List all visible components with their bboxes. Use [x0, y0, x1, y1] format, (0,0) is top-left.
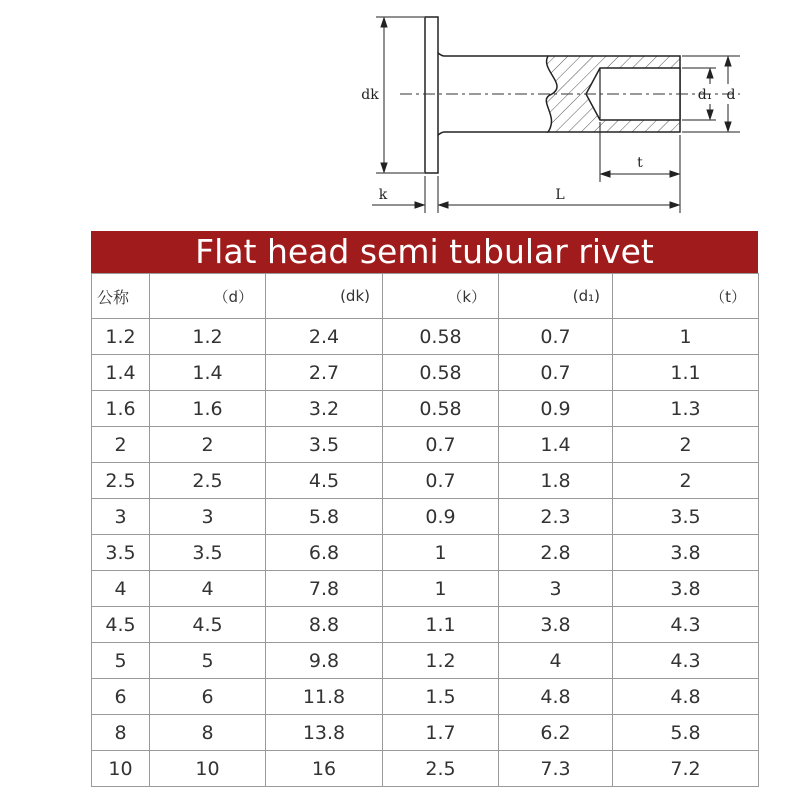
cell-nominal: 10 — [92, 751, 150, 787]
cell-k: 0.58 — [383, 391, 499, 427]
cell-dk: 3.5 — [266, 427, 383, 463]
table-row — [92, 319, 759, 355]
table-row — [92, 607, 759, 643]
cell-k: 1 — [383, 571, 499, 607]
cell-nominal: 1.4 — [92, 355, 150, 391]
cell-d1: 2.3 — [499, 499, 613, 535]
cell-k: 1.7 — [383, 715, 499, 751]
cell-d: 2.5 — [150, 463, 266, 499]
cell-t: 4.8 — [613, 679, 759, 715]
table-row — [92, 355, 759, 391]
table-row — [92, 679, 759, 715]
rivet-spec-table — [91, 273, 759, 787]
d1-label: d₁ — [697, 87, 713, 103]
cell-t: 3.5 — [613, 499, 759, 535]
cell-t: 1.1 — [613, 355, 759, 391]
table-row — [92, 535, 759, 571]
cell-k: 0.7 — [383, 427, 499, 463]
cell-nominal: 8 — [92, 715, 150, 751]
cell-k: 2.5 — [383, 751, 499, 787]
table-row — [92, 715, 759, 751]
cell-d1: 1.4 — [499, 427, 613, 463]
table-title: Flat head semi tubular rivet — [91, 231, 758, 273]
cell-d: 2 — [150, 427, 266, 463]
cell-dk: 3.2 — [266, 391, 383, 427]
cell-nominal: 6 — [92, 679, 150, 715]
cell-d: 1.2 — [150, 319, 266, 355]
cell-dk: 5.8 — [266, 499, 383, 535]
cell-d1: 1.8 — [499, 463, 613, 499]
cell-d: 10 — [150, 751, 266, 787]
cell-d: 1.6 — [150, 391, 266, 427]
cell-d1: 2.8 — [499, 535, 613, 571]
cell-d1: 4.8 — [499, 679, 613, 715]
cell-d1: 0.7 — [499, 355, 613, 391]
cell-d: 1.4 — [150, 355, 266, 391]
header-d1: (d₁) — [499, 274, 613, 319]
dk-label: dk — [361, 87, 379, 103]
cell-nominal: 5 — [92, 643, 150, 679]
cell-t: 3.8 — [613, 535, 759, 571]
header-row — [92, 274, 759, 319]
L-label: L — [555, 187, 565, 203]
cell-k: 1.5 — [383, 679, 499, 715]
cell-k: 1.1 — [383, 607, 499, 643]
header-nominal: 公称 — [92, 274, 150, 319]
cell-d: 5 — [150, 643, 266, 679]
table-row — [92, 499, 759, 535]
cell-d1: 6.2 — [499, 715, 613, 751]
table-row — [92, 571, 759, 607]
cell-nominal: 1.2 — [92, 319, 150, 355]
cell-t: 4.3 — [613, 607, 759, 643]
cell-dk: 16 — [266, 751, 383, 787]
cell-dk: 13.8 — [266, 715, 383, 751]
table-row — [92, 391, 759, 427]
cell-dk: 4.5 — [266, 463, 383, 499]
cell-dk: 7.8 — [266, 571, 383, 607]
cell-k: 0.7 — [383, 463, 499, 499]
cell-t: 7.2 — [613, 751, 759, 787]
cell-t: 3.8 — [613, 571, 759, 607]
cell-nominal: 2 — [92, 427, 150, 463]
rivet-outline — [425, 17, 548, 173]
cell-dk: 6.8 — [266, 535, 383, 571]
table-row — [92, 643, 759, 679]
cell-d: 3 — [150, 499, 266, 535]
cell-nominal: 1.6 — [92, 391, 150, 427]
cell-nominal: 4.5 — [92, 607, 150, 643]
cell-k: 1.2 — [383, 643, 499, 679]
cell-d1: 0.9 — [499, 391, 613, 427]
rivet-technical-drawing — [0, 0, 800, 225]
dk-dimension — [376, 17, 424, 173]
header-d: （d） — [150, 274, 266, 319]
cell-nominal: 3 — [92, 499, 150, 535]
cell-dk: 2.7 — [266, 355, 383, 391]
cell-d: 8 — [150, 715, 266, 751]
cell-dk: 8.8 — [266, 607, 383, 643]
t-label: t — [637, 155, 643, 171]
cell-t: 5.8 — [613, 715, 759, 751]
d-label: d — [726, 87, 736, 103]
cell-k: 1 — [383, 535, 499, 571]
cell-t: 2 — [613, 427, 759, 463]
cell-d1: 3 — [499, 571, 613, 607]
cell-k: 0.58 — [383, 319, 499, 355]
cell-nominal: 2.5 — [92, 463, 150, 499]
cell-d1: 0.7 — [499, 319, 613, 355]
cell-d: 6 — [150, 679, 266, 715]
cell-d1: 4 — [499, 643, 613, 679]
cell-dk: 9.8 — [266, 643, 383, 679]
cell-d1: 3.8 — [499, 607, 613, 643]
table-body — [92, 319, 759, 787]
cell-t: 4.3 — [613, 643, 759, 679]
table-row — [92, 463, 759, 499]
cell-k: 0.58 — [383, 355, 499, 391]
cell-k: 0.9 — [383, 499, 499, 535]
table-row — [92, 751, 759, 787]
header-dk: (dk) — [266, 274, 383, 319]
k-label: k — [378, 187, 388, 203]
header-t: （t） — [613, 274, 759, 319]
cell-d: 3.5 — [150, 535, 266, 571]
cell-t: 1.3 — [613, 391, 759, 427]
cell-nominal: 3.5 — [92, 535, 150, 571]
cell-d1: 7.3 — [499, 751, 613, 787]
cell-d: 4.5 — [150, 607, 266, 643]
table-row — [92, 427, 759, 463]
cell-d: 4 — [150, 571, 266, 607]
cell-dk: 2.4 — [266, 319, 383, 355]
cell-dk: 11.8 — [266, 679, 383, 715]
cell-t: 2 — [613, 463, 759, 499]
header-k: （k） — [383, 274, 499, 319]
cell-nominal: 4 — [92, 571, 150, 607]
cell-t: 1 — [613, 319, 759, 355]
